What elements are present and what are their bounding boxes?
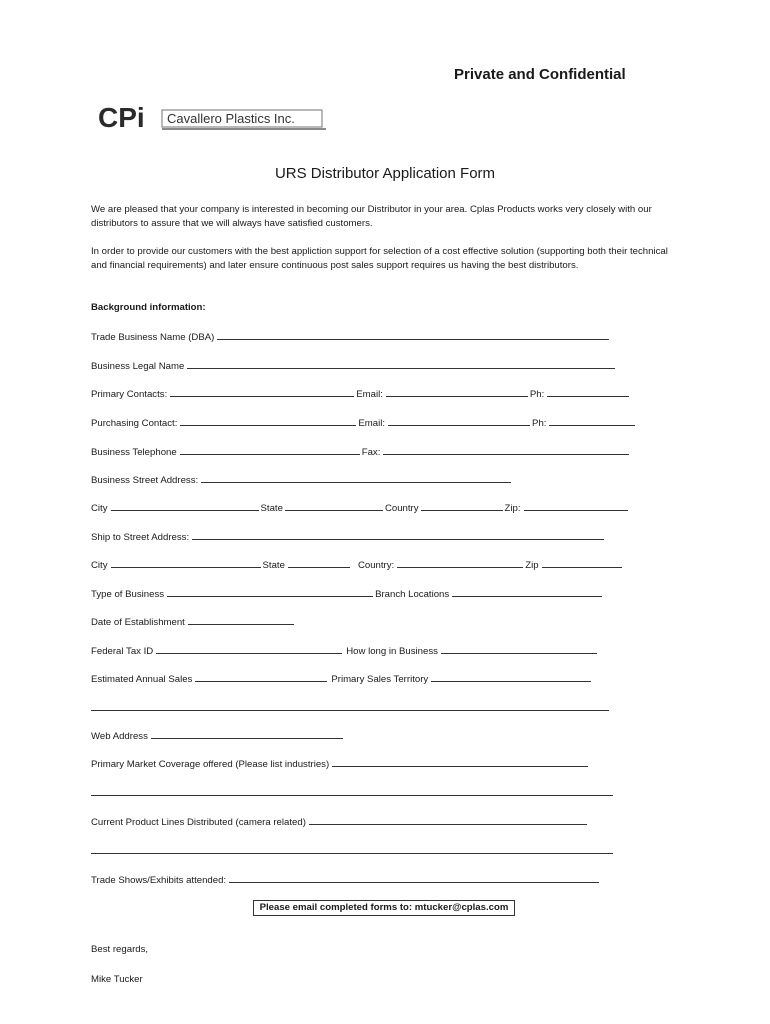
market-coverage-row [91,757,590,771]
state-label: State [260,503,283,514]
date-established-label: Date of Establishment [91,617,185,628]
state-field[interactable] [285,501,383,511]
primary-phone-label: Ph: [529,389,545,400]
street-address-label: Business Street Address: [91,475,199,486]
city-state-row [91,501,630,515]
email-instructions-box: Please email completed forms to: mtucker@cplas.com [253,900,515,916]
zip-field[interactable] [524,501,628,511]
tax-id-label: Federal Tax ID [91,646,154,657]
primary-phone-field[interactable] [547,387,629,397]
trade-shows-row [91,873,601,887]
legal-name-label: Business Legal Name [91,361,185,372]
sales-territory-extra-line[interactable] [91,710,609,711]
branch-locations-field[interactable] [452,587,602,597]
trade-shows-field[interactable] [229,873,599,883]
ship-city-field[interactable] [111,558,261,568]
ship-zip-field[interactable] [542,558,622,568]
fax-label: Fax: [361,447,381,458]
annual-sales-field[interactable] [195,672,327,682]
cpi-logo [96,101,328,131]
trade-name-row [91,330,611,344]
purchasing-contact-field[interactable] [180,416,356,426]
ship-state-label: State [262,560,285,571]
logo-company: Cavallero Plastics Inc. [167,111,295,126]
ship-country-label: Country: [357,560,395,571]
city-field[interactable] [111,501,259,511]
intro-paragraph-2: In order to provide our customers with the best appliction support for selection of a cost effective solution (supporting both their technical and financial requirements) and later ensure continuous post sales support requires us having the best distributors. [91,246,668,271]
tax-id-field[interactable] [156,644,342,654]
ship-address-field[interactable] [192,530,604,540]
ship-country-field[interactable] [397,558,523,568]
purchasing-phone-field[interactable] [549,416,635,426]
closing-regards: Best regards, [91,944,149,955]
sales-territory-label: Primary Sales Territory [331,674,429,685]
closing-signature: Mike Tucker [91,974,143,985]
intro-paragraph-1: We are pleased that your company is interested in becoming our Distributor in your area. Cplas Products works very closely with our distributors to assure that we will always have satisfied customers. [91,204,652,229]
branch-locations-label: Branch Locations [375,589,450,600]
primary-contacts-row [91,387,631,401]
date-established-field[interactable] [188,615,294,625]
business-telephone-field[interactable] [180,445,360,455]
ship-zip-label: Zip [525,560,539,571]
form-title: URS Distributor Application Form [274,165,496,182]
sales-territory-field[interactable] [431,672,591,682]
primary-contacts-field[interactable] [170,387,354,397]
business-telephone-label: Business Telephone [91,447,177,458]
purchasing-phone-label: Ph: [532,418,547,429]
web-address-field[interactable] [151,729,343,739]
section-heading: Background information: [91,302,206,313]
purchasing-email-label: Email: [358,418,386,429]
product-lines-field[interactable] [309,815,587,825]
legal-name-field[interactable] [187,359,615,369]
ship-city-label: City [91,560,108,571]
street-address-row [91,473,513,487]
business-type-row [91,587,604,601]
purchasing-email-field[interactable] [388,416,530,426]
how-long-field[interactable] [441,644,597,654]
business-telephone-row [91,445,631,459]
market-coverage-label: Primary Market Coverage offered (Please list industries) [91,759,330,770]
country-label: Country [384,503,419,514]
ship-city-row [91,558,624,572]
trade-name-label: Trade Business Name (DBA) [91,332,215,343]
annual-sales-row [91,672,593,686]
ship-address-row [91,530,606,544]
city-label: City [91,503,108,514]
product-lines-extra-line[interactable] [91,853,613,854]
trade-name-field[interactable] [217,330,609,340]
zip-label: Zip: [504,503,521,514]
ship-state-field[interactable] [288,558,350,568]
ship-address-label: Ship to Street Address: [91,532,190,543]
market-coverage-field[interactable] [332,757,588,767]
product-lines-label: Current Product Lines Distributed (camera related) [91,817,306,828]
confidential-heading: Private and Confidential [454,66,626,83]
legal-name-row [91,359,617,373]
purchasing-contact-row [91,416,637,430]
country-field[interactable] [421,501,503,511]
primary-contacts-label: Primary Contacts: [91,389,168,400]
date-established-row [91,615,296,629]
business-type-field[interactable] [167,587,373,597]
web-address-label: Web Address [91,731,148,742]
business-type-label: Type of Business [91,589,165,600]
primary-email-label: Email: [356,389,383,400]
primary-email-field[interactable] [386,387,528,397]
annual-sales-label: Estimated Annual Sales [91,674,193,685]
fax-field[interactable] [383,445,629,455]
how-long-label: How long in Business [346,646,438,657]
market-coverage-extra-line[interactable] [91,795,613,796]
purchasing-contact-label: Purchasing Contact: [91,418,178,429]
product-lines-row [91,815,589,829]
tax-id-row [91,644,599,658]
street-address-field[interactable] [201,473,511,483]
logo-mark: CPi [98,102,145,131]
web-address-row [91,729,345,743]
trade-shows-label: Trade Shows/Exhibits attended: [91,875,227,886]
